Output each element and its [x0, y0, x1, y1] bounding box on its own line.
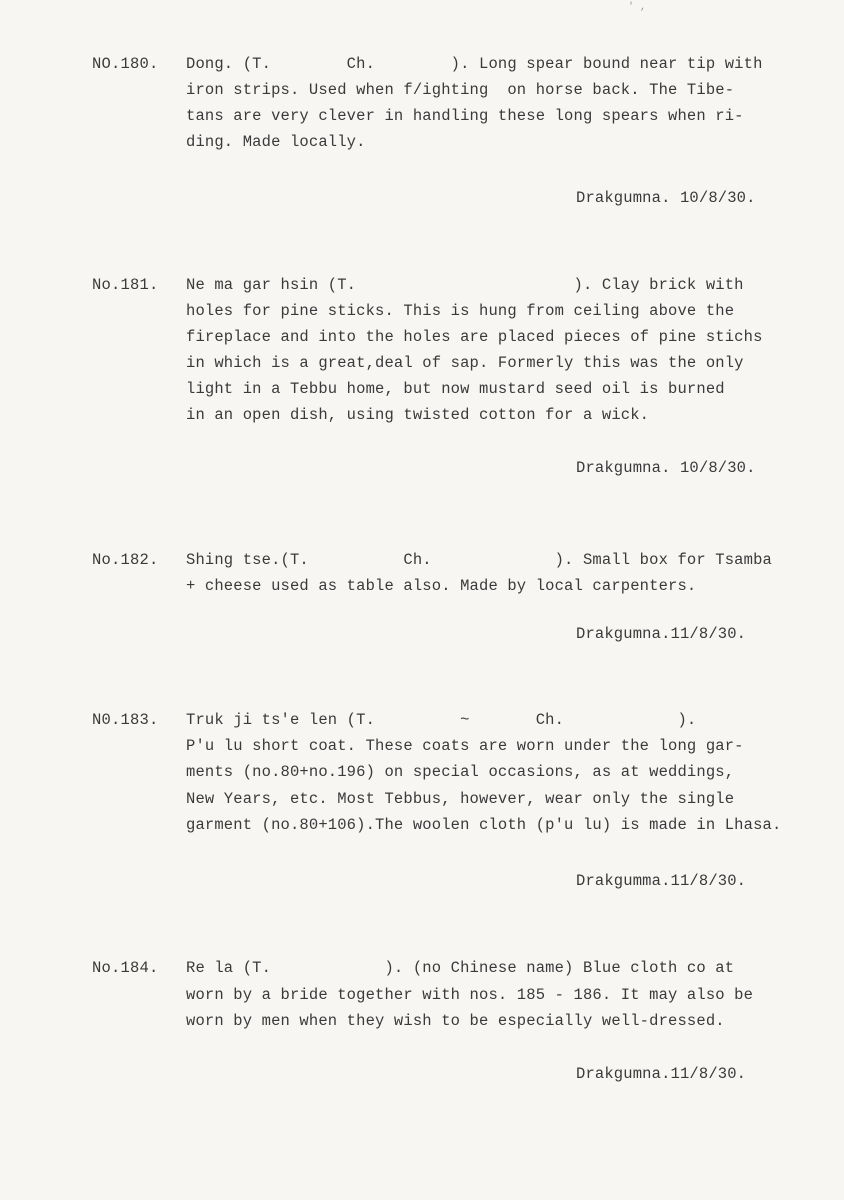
entry-text-line: garment (no.80+106).The woolen cloth (p'u lu) is made in Lhasa.	[186, 816, 782, 834]
entry-signature: Drakgumna.11/8/30.	[576, 625, 747, 643]
entry-signature: Drakgumna. 10/8/30.	[576, 189, 756, 207]
corner-mark: ' ,	[628, 2, 647, 13]
entry-text-line: New Years, etc. Most Tebbus, however, wear only the single	[186, 790, 735, 808]
entry-text-line: worn by men when they wish to be especially well-dressed.	[186, 1012, 725, 1030]
entry-text-line: tans are very clever in handling these long spears when ri-	[186, 107, 744, 125]
entry-number: No.184.	[92, 959, 159, 977]
entry-text-line: holes for pine sticks. This is hung from ceiling above the	[186, 302, 735, 320]
entry-text-line: Dong. (T. Ch. ). Long spear bound near tip with	[186, 55, 763, 73]
entry-number: NO.180.	[92, 55, 159, 73]
entry-text-line: in which is a great,deal of sap. Formerly this was the only	[186, 354, 744, 372]
entry-text-line: + cheese used as table also. Made by local carpenters.	[186, 577, 697, 595]
entry-text-line: Re la (T. ). (no Chinese name) Blue cloth co at	[186, 959, 735, 977]
entry-text-line: fireplace and into the holes are placed pieces of pine stichs	[186, 328, 763, 346]
entry-text-line: Shing tse.(T. Ch. ). Small box for Tsamba	[186, 551, 772, 569]
entry-signature: Drakgumma.11/8/30.	[576, 872, 747, 890]
entry-text-line: ding. Made locally.	[186, 133, 366, 151]
entry-number: N0.183.	[92, 711, 159, 729]
entry-signature: Drakgumna.11/8/30.	[576, 1065, 747, 1083]
entry-text-line: Truk ji ts'e len (T. ~ Ch. ).	[186, 711, 697, 729]
entry-text-line: ments (no.80+no.196) on special occasions, as at weddings,	[186, 763, 735, 781]
entry-text-line: worn by a bride together with nos. 185 - 186. It may also be	[186, 986, 754, 1004]
entry-number: No.181.	[92, 276, 159, 294]
entry-text-line: P'u lu short coat. These coats are worn under the long gar-	[186, 737, 744, 755]
entry-text-line: in an open dish, using twisted cotton for a wick.	[186, 406, 650, 424]
entry-number: No.182.	[92, 551, 159, 569]
entry-text-line: iron strips. Used when f/ighting on horse back. The Tibe-	[186, 81, 735, 99]
entry-signature: Drakgumna. 10/8/30.	[576, 459, 756, 477]
entry-text-line: Ne ma gar hsin (T. ). Clay brick with	[186, 276, 744, 294]
entry-text-line: light in a Tebbu home, but now mustard seed oil is burned	[186, 380, 725, 398]
